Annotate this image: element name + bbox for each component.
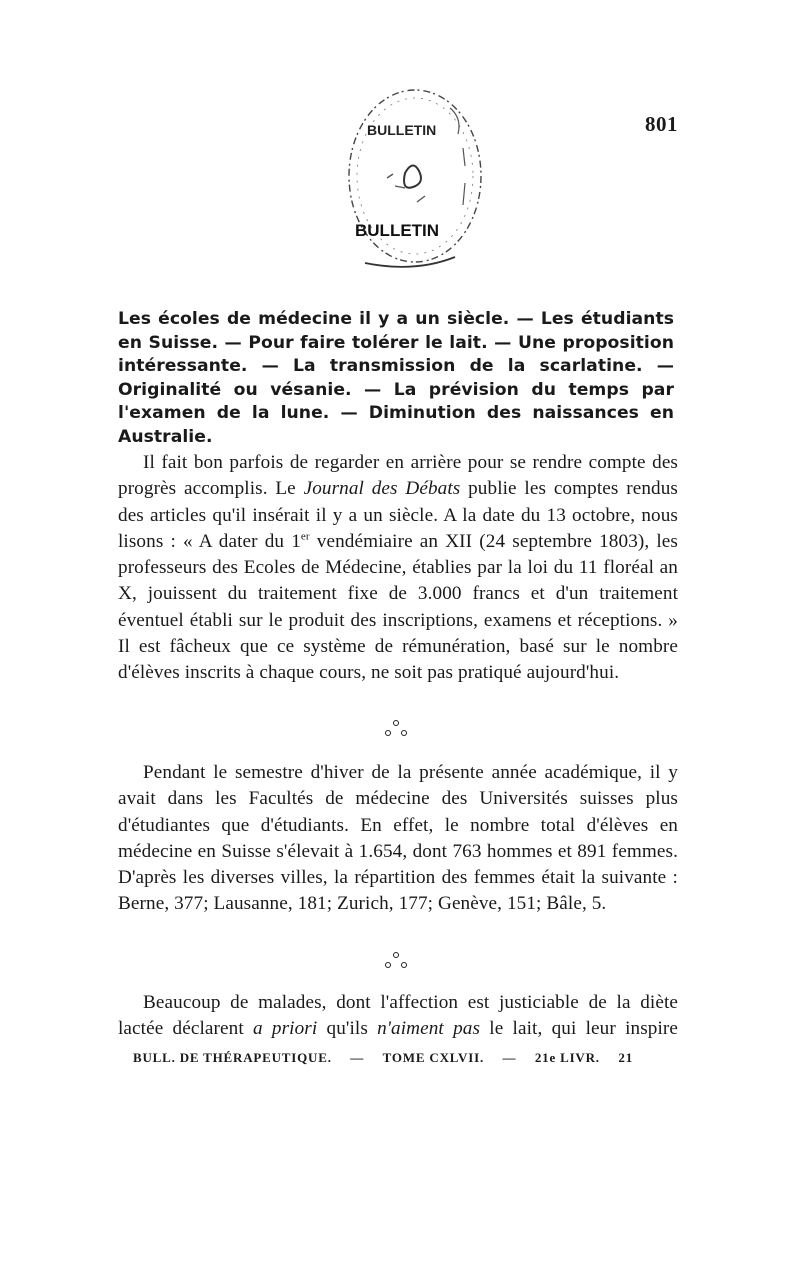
paragraph-etudiants-suisse: Pendant le semestre d'hiver de la présente année académique, il y avait dans les Facultés de médecine des Universités suisses plus d'étudiantes que d'étudiants. En effet, le nombre total d'élèves en médecine en Suisse s'élevait à 1.654, dont 763 hommes et 891 femmes. D'après les diverses villes, la répartition des femmes était la suivante : Berne, 377; Lausanne, 181; Zurich, 177; Genève, 151; Bâle, 5. bbox=[118, 762, 678, 915]
stamp-seal-icon bbox=[325, 78, 495, 274]
page-number: 801 bbox=[645, 112, 678, 136]
p3-italic-a-priori: a priori bbox=[252, 1018, 318, 1040]
p3-italic-pas: pas bbox=[453, 1018, 481, 1040]
page-footer bbox=[133, 1050, 633, 1066]
journal-title: Journal des Débats bbox=[303, 478, 461, 500]
p1-text-a: Il fait bon parfois de regarder en arrière pour se rendre compte des progrès accomplis. Le bbox=[118, 452, 678, 500]
section-separator bbox=[379, 718, 419, 744]
footer-livraison: 21e LIVR. bbox=[534, 1050, 600, 1065]
p3-text-c bbox=[444, 1018, 453, 1039]
paragraph-lait bbox=[118, 990, 678, 1043]
p3-text-a: Beaucoup de malades, dont l'affection est justiciable de la diète lactée déclarent bbox=[118, 992, 678, 1040]
footer-dash: — bbox=[502, 1050, 517, 1065]
footer-dash: — bbox=[350, 1050, 365, 1065]
footer-signature: 21 bbox=[618, 1050, 633, 1065]
p3-text-b: qu'ils bbox=[317, 1018, 378, 1040]
p1-text-c: vendémiaire an XII (24 septembre 1803), les professeurs des Ecoles de Médecine, établies par la loi du 11 floréal an X, jouissent du traitement fixe de 3.000 francs et d'un traitement éventuel établi sur le produit des inscriptions, examens et réceptions. » Il est fâcheux que ce système de rémunération, basé sur le nombre d'élèves inscrits à chaque cours, ne soit pas pratiqué aujourd'hui. bbox=[118, 530, 678, 684]
paragraph-ecoles-medecine bbox=[118, 450, 678, 687]
footer-journal: BULL. DE THÉRAPEUTIQUE. bbox=[133, 1050, 332, 1065]
stamp-center-text: BULLETIN bbox=[355, 221, 440, 240]
article-summary: Les écoles de médecine il y a un siècle. — Les étudiants en Suisse. — Pour faire tolérer le lait. — Une proposition intéressante. — La transmission de la scarlatine. — Originalité ou vésanie. — La prévision du temps par l'examen de la lune. — Diminution des naissances en Australie. bbox=[118, 309, 674, 447]
superscript-er: er bbox=[300, 530, 310, 543]
p3-text-d: le lait, qui leur inspire bbox=[480, 1018, 679, 1040]
section-separator bbox=[379, 950, 419, 976]
library-stamp bbox=[325, 78, 495, 274]
footer-tome: TOME CXLVII. bbox=[382, 1050, 484, 1065]
p1-text-b: publie les comptes rendus des articles qu'il insérait il y a un siècle. A la date du 13 octobre, nous lisons : « A dater du 1 bbox=[118, 478, 678, 552]
p3-italic-naiment: n'aiment bbox=[377, 1018, 444, 1040]
stamp-top-text: BULLETIN bbox=[367, 122, 437, 138]
